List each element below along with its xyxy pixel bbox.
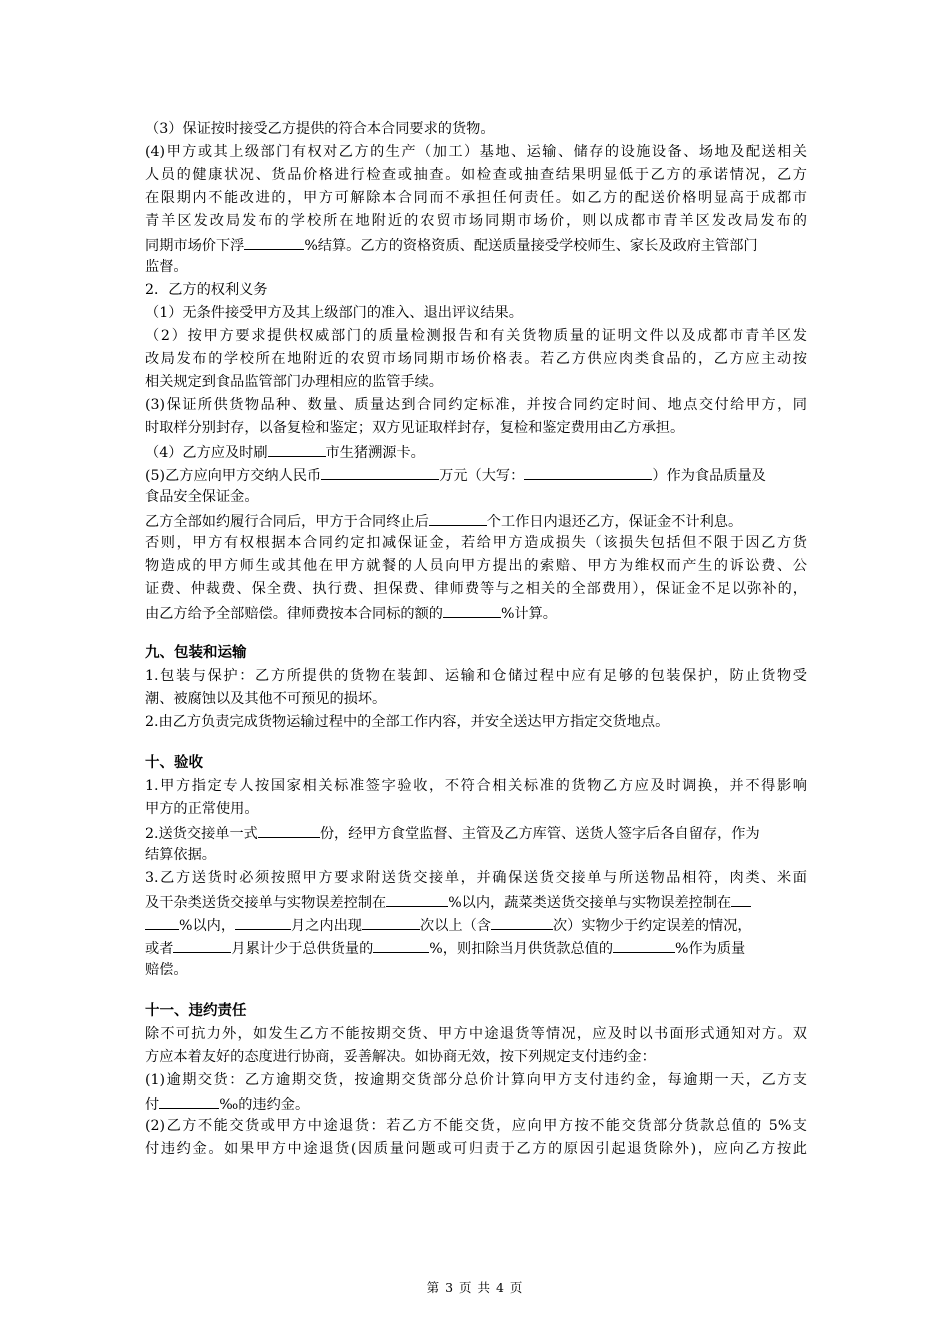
s11-p2-line2: 付违约金。如果甲方中途退货(因质量问题或可归责于乙方的原因引起退货除外)，应向乙方按此 <box>145 1141 807 1157</box>
clause-a4-line2: 人员的健康状况、货品价格进行检查或抽查。如检查或抽查结果明显低于乙方的承诺情况，乙方 <box>145 167 807 183</box>
s11-p1-line2 <box>145 1092 807 1115</box>
text-fragment: 市生猪溯源卡。 <box>325 445 425 461</box>
text-fragment: 个工作日内退还乙方，保证金不计利息。 <box>486 514 743 530</box>
blank-field[interactable] <box>235 913 291 930</box>
blank-field[interactable] <box>159 1092 219 1109</box>
clause-a4-line6: 监督。 <box>145 259 188 275</box>
s10-p2-line1 <box>145 821 807 844</box>
s10-p2-line2: 结算依据。 <box>145 847 216 863</box>
blank-field[interactable] <box>321 463 439 480</box>
clause-b4 <box>145 440 807 463</box>
section-title-11: 十一、违约责任 <box>145 1003 247 1019</box>
text-fragment: %，则扣除当月供货款总值的 <box>429 941 614 957</box>
blank-field[interactable] <box>373 936 429 953</box>
blank-field[interactable] <box>244 233 304 250</box>
text-fragment: 月之内出现 <box>291 918 362 934</box>
clause-a4-line4: 青羊区发改局发布的学校所在地附近的农贸市场同期市场价，则以成都市青羊区发改局发布的 <box>145 213 807 229</box>
text-fragment: 2.送货交接单一式 <box>145 826 258 842</box>
text-fragment: %作为质量 <box>675 941 746 957</box>
blank-field[interactable] <box>386 890 448 907</box>
s11-p0-line1: 除不可抗力外，如发生乙方不能按期交货、甲方中途退货等情况，应及时以书面形式通知对方。双 <box>145 1026 807 1042</box>
section-title-10: 十、验收 <box>145 755 203 771</box>
s9-p2: 2.由乙方负责完成货物运输过程中的全部工作内容，并安全送达甲方指定交货地点。 <box>145 714 670 730</box>
text-fragment: 及干杂类送货交接单与实物误差控制在 <box>145 895 387 911</box>
section-subheading: 2．乙方的权利义务 <box>145 282 268 298</box>
clause-b1: （1）无条件接受甲方及其上级部门的准入、退出评议结果。 <box>145 305 523 321</box>
text-fragment: 或者 <box>145 941 174 957</box>
text-fragment: 次以上（含 <box>420 918 491 934</box>
clause-b2-line3: 相关规定到食品监管部门办理相应的监管手续。 <box>145 374 443 390</box>
blank-field[interactable] <box>173 936 231 953</box>
text-fragment: 由乙方给予全部赔偿。律师费按本合同标的额的 <box>145 606 443 622</box>
blank-field[interactable] <box>731 890 751 907</box>
text-fragment: 同期市场价下浮 <box>145 238 245 254</box>
clause-a4-line1: (4)甲方或其上级部门有权对乙方的生产（加工）基地、运输、储存的设施设备、场地及配送相关 <box>145 144 807 160</box>
page-number: 第 3 页 共 4 页 <box>426 1280 524 1295</box>
blank-field[interactable] <box>268 440 326 457</box>
s11-p2-line1: (2)乙方不能交货或甲方中途退货：若乙方不能交货，应向甲方按不能交货部分货款总值的 5%支 <box>145 1118 807 1134</box>
text-fragment: %结算。乙方的资格资质、配送质量接受学校师生、家长及政府主管部门 <box>304 238 758 254</box>
clause-a3: （3）保证按时接受乙方提供的符合本合同要求的货物。 <box>145 121 495 137</box>
s10-p3-line4 <box>145 936 807 959</box>
text-fragment: 乙方全部如约履行合同后，甲方于合同终止后 <box>145 514 429 530</box>
text-fragment: (5)乙方应向甲方交纳人民币 <box>145 468 322 484</box>
clause-a4-line3: 在限期内不能改进的，甲方可解除本合同而不承担任何责任。如乙方的配送价格明显高于成都市 <box>145 190 807 206</box>
deposit-line4: 证费、仲裁费、保全费、执行费、担保费、律师费等与之相关的全部费用），保证金不足以弥补的， <box>145 581 807 597</box>
blank-field[interactable] <box>258 821 320 838</box>
text-fragment: %以内，蔬菜类送货交接单与实物误差控制在 <box>448 895 732 911</box>
text-fragment: （4）乙方应及时刷 <box>145 445 268 461</box>
text-fragment: ）作为食品质量及 <box>652 468 766 484</box>
s11-p1-line1: (1)逾期交货：乙方逾期交货，按逾期交货部分总价计算向甲方支付违约金，每逾期一天，乙方支 <box>145 1072 807 1088</box>
blank-field[interactable] <box>145 913 179 930</box>
blank-field[interactable] <box>524 463 652 480</box>
clause-b5-line2: 食品安全保证金。 <box>145 489 259 505</box>
s9-p1-line1: 1.包装与保护：乙方所提供的货物在装卸、运输和仓储过程中应有足够的包装保护，防止货物受 <box>145 668 807 684</box>
document-body <box>145 118 807 1161</box>
text-fragment: 付 <box>145 1097 160 1113</box>
text-fragment: 万元（大写： <box>439 468 525 484</box>
text-fragment: 月累计少于总供货量的 <box>231 941 374 957</box>
text-fragment: %计算。 <box>500 606 557 622</box>
blank-field[interactable] <box>443 601 501 618</box>
spacer <box>145 734 807 752</box>
deposit-line1 <box>145 509 807 532</box>
s10-p3-line2 <box>145 890 807 913</box>
s10-p3-line3 <box>145 913 807 936</box>
spacer <box>145 982 807 1000</box>
text-fragment: 份，经甲方食堂监督、主管及乙方库管、送货人签字后各自留存，作为 <box>319 826 760 842</box>
text-fragment: 次）实物少于约定误差的情况， <box>552 918 752 934</box>
spacer <box>145 624 807 642</box>
section-title-9: 九、包装和运输 <box>145 645 247 661</box>
clause-b2-line2: 改局发布的学校所在地附近的农贸市场同期市场价格表。若乙方供应肉类食品的，乙方应主动按 <box>145 351 807 367</box>
deposit-line2: 否则，甲方有权根据本合同约定扣减保证金，若给甲方造成损失（该损失包括但不限于因乙方货 <box>145 535 807 551</box>
s11-p0-line2: 方应本着友好的态度进行协商，妥善解决。如协商无效，按下列规定支付违约金： <box>145 1049 656 1065</box>
clause-a4-line5 <box>145 233 807 256</box>
s10-p1-line2: 甲方的正常使用。 <box>145 801 259 817</box>
clause-b2-line1: （2）按甲方要求提供权威部门的质量检测报告和有关货物质量的证明文件以及成都市青羊区发 <box>145 328 807 344</box>
clause-b3-line2: 时取样分别封存，以备复检和鉴定；双方见证取样封存，复检和鉴定费用由乙方承担。 <box>145 420 685 436</box>
clause-b5-line1 <box>145 463 807 486</box>
deposit-line5 <box>145 601 807 624</box>
blank-field[interactable] <box>613 936 675 953</box>
s10-p1-line1: 1.甲方指定专人按国家相关标准签字验收，不符合相关标准的货物乙方应及时调换，并不得影响 <box>145 778 807 794</box>
s10-p3-line1: 3.乙方送货时必须按照甲方要求附送货交接单，并确保送货交接单与所送物品相符，肉类、米面 <box>145 870 807 886</box>
text-fragment: %以内， <box>179 918 236 934</box>
blank-field[interactable] <box>491 913 553 930</box>
blank-field[interactable] <box>429 509 487 526</box>
s9-p1-line2: 潮、被腐蚀以及其他不可预见的损坏。 <box>145 691 387 707</box>
clause-b3-line1: (3)保证所供货物品种、数量、质量达到合同约定标准，并按合同约定时间、地点交付给甲方，同 <box>145 397 807 413</box>
deposit-line3: 物造成的甲方师生或其他在甲方就餐的人员向甲方提出的索赔、甲方为维权而产生的诉讼费、公 <box>145 558 807 574</box>
blank-field[interactable] <box>362 913 420 930</box>
text-fragment: ‰的违约金。 <box>219 1097 310 1113</box>
s10-p3-line5: 赔偿。 <box>145 962 188 978</box>
